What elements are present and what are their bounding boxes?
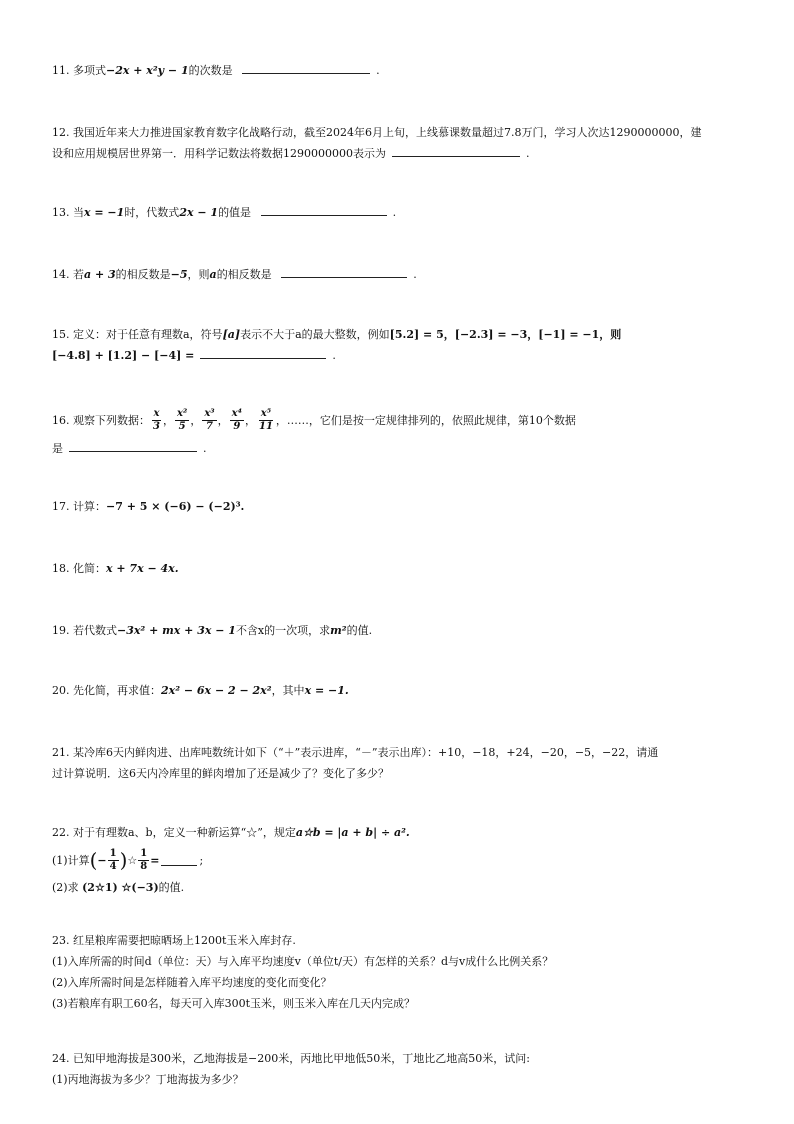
- question-number: 21.: [52, 746, 70, 759]
- fraction: $\frac{\text{x⁴}}{9}$: [231, 407, 242, 432]
- question-19: 19. 若代数式−3x² + mx + 3x − 1不含x的一次项，求m²的值.: [52, 624, 373, 637]
- question-18: 18. 化简：x + 7x − 4x.: [52, 562, 179, 575]
- fraction: $\frac{1}{8}$: [140, 847, 148, 872]
- question-13: 13. 当x = −1时，代数式2x − 1的值是 .: [52, 206, 397, 219]
- answer-blank[interactable]: [392, 145, 520, 157]
- question-23: 23. 红星粮库需要把晾晒场上1200t玉米入库封存. (1)入库所需的时间d（单位：天）与入库平均速度v（单位t/天）有怎样的关系？d与v成什么比例关系？ (2)入库所需时间是怎样随着入库平均速度的变化而变化？ (3)若粮库有职工60名，每天可入库300t玉米，则玉米入库在几天内完成？: [52, 934, 554, 1010]
- answer-blank[interactable]: [69, 440, 197, 452]
- question-14: 14. 若a + 3的相反数是−5，则a的相反数是 .: [52, 268, 417, 281]
- question-number: 13.: [52, 206, 70, 219]
- fraction: $\frac{1}{4}$: [109, 847, 117, 872]
- question-number: 14.: [52, 268, 70, 281]
- answer-blank[interactable]: [200, 347, 326, 359]
- question-number: 15.: [52, 328, 70, 341]
- question-number: 20.: [52, 684, 70, 697]
- question-22: 22. 对于有理数a、b，定义一种新运算“☆”，规定a☆b = |a + b| ÷ a². (1)计算 ( − $\frac{1}{4}$ ) ☆ $\frac{1}{8}$ = ; (2)求 (2☆1) ☆(−3)的值.: [52, 826, 410, 894]
- question-24: 24. 已知甲地海拔是300米，乙地海拔是−200米，丙地比甲地低50米，丁地比乙地高50米，试问: (1)丙地海拔为多少？丁地海拔为多少？: [52, 1052, 530, 1086]
- question-12: 12. 我国近年来大力推进国家教育数字化战略行动，截至2024年6月上旬，上线慕课数量超过7.8万门，学习人次达1290000000，建 设和应用规模居世界第一．用科学记数法将数据1290000000表示为 .: [52, 126, 702, 160]
- question-number: 23.: [52, 934, 70, 947]
- question-11: 11. 多项式−2x + x²y − 1的次数是 .: [52, 64, 380, 77]
- question-17: 17. 计算：−7 + 5 × (−6) − (−2)³.: [52, 500, 245, 513]
- answer-blank[interactable]: [281, 266, 407, 278]
- answer-blank[interactable]: [242, 62, 370, 74]
- question-number: 11.: [52, 64, 70, 77]
- answer-blank[interactable]: [261, 204, 387, 216]
- fraction: $\frac{x}{3}$: [153, 407, 160, 432]
- question-number: 18.: [52, 562, 70, 575]
- question-21: 21. 某冷库6天内鲜肉进、出库吨数统计如下（“＋”表示进库，“－”表示出库）：+10，−18，+24，−20，−5，−22，请通 过计算说明．这6天内冷库里的鲜肉增加了还是减少了？变化了多少？: [52, 746, 659, 780]
- fraction: $\frac{\text{x³}}{7}$: [204, 407, 215, 432]
- star-operator: ☆: [127, 853, 138, 867]
- fraction: $\frac{\text{x²}}{5}$: [176, 407, 188, 432]
- question-15: 15. 定义：对于任意有理数a，符号[a]表示不大于a的最大整数，例如[5.2] = 5，[−2.3] = −3，[−1] = −1，则 [−4.8] + [1.2] − [−4] = .: [52, 328, 622, 362]
- question-number: 22.: [52, 826, 70, 839]
- question-number: 17.: [52, 500, 70, 513]
- question-number: 24.: [52, 1052, 70, 1065]
- question-16: 16. 观察下列数据： $\frac{x}{3}$ ， $\frac{\text{x²}}{5}$ ， $\frac{\text{x³}}{7}$ ， $\frac{\text{x⁴}}{9}$ ， $\frac{\text{x⁵}}{11}$ ，……，它们是按一定规律排列的，依照此规律，第10个数据 是 .: [52, 407, 576, 455]
- question-number: 16.: [52, 413, 70, 427]
- question-number: 12.: [52, 126, 70, 139]
- math-expression: −2x + x²y − 1: [106, 64, 189, 77]
- fraction: $\frac{\text{x⁵}}{11}$: [259, 407, 273, 432]
- answer-blank[interactable]: [161, 854, 197, 866]
- question-20: 20. 先化简，再求值：2x² − 6x − 2 − 2x²，其中x = −1.: [52, 684, 349, 697]
- question-number: 19.: [52, 624, 70, 637]
